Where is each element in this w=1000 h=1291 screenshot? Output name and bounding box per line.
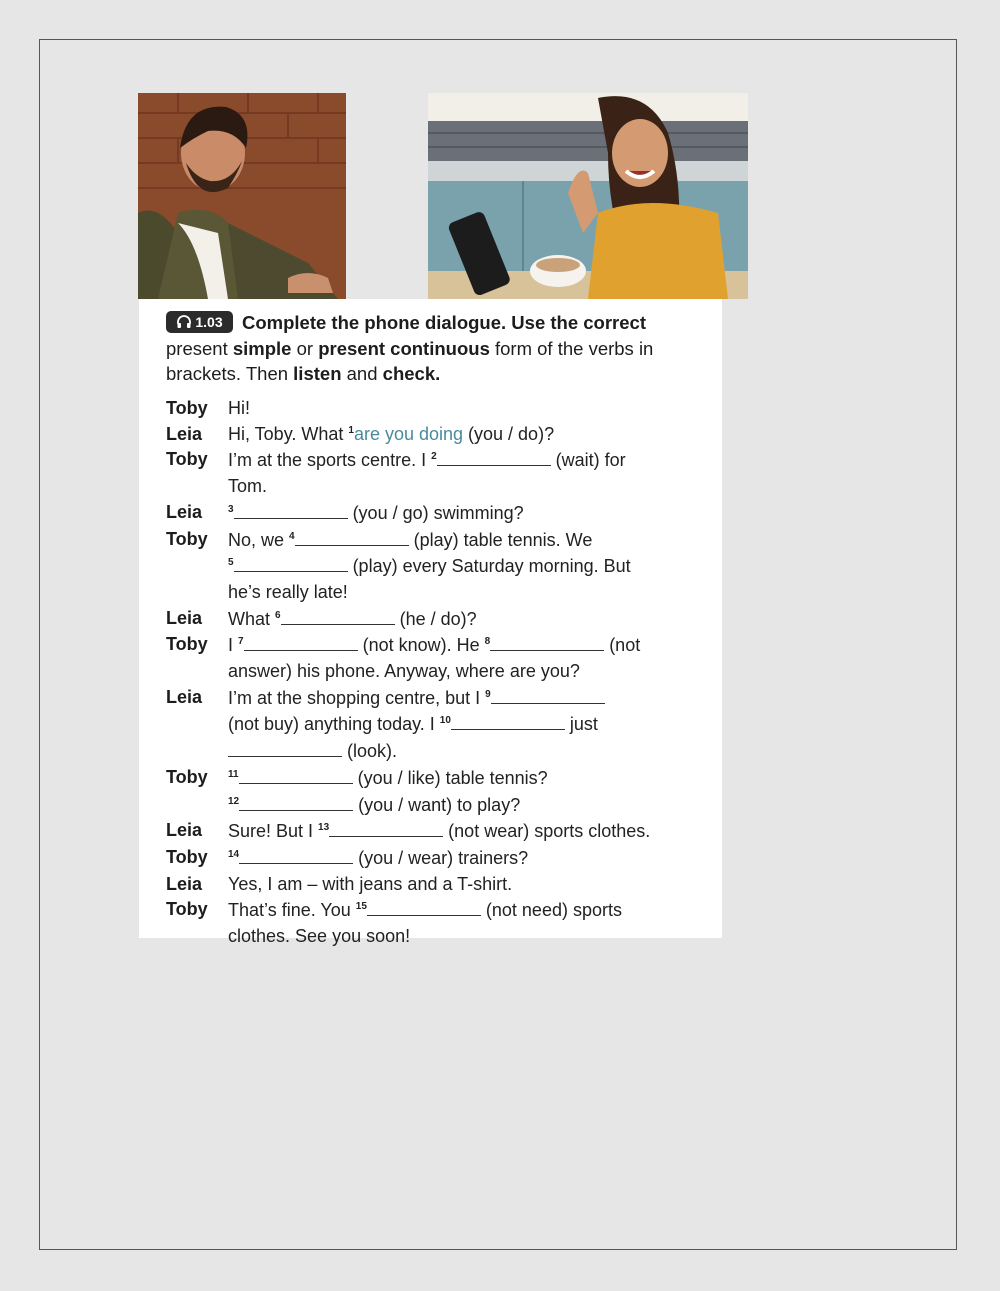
answer-blank[interactable] <box>451 711 565 730</box>
line-text: What <box>228 608 276 629</box>
gap-number: 15 <box>355 901 367 913</box>
gap-number: 11 <box>228 768 239 780</box>
line-text: (not buy) anything today. I <box>228 714 440 735</box>
speaker-name: Toby <box>166 846 208 867</box>
exercise-instruction <box>166 310 686 387</box>
instruction-part: Complete the phone dialogue. <box>242 312 507 333</box>
instruction-part: present <box>166 337 228 359</box>
line-text: Yes, I am – with jeans and a T-shirt. <box>228 873 513 894</box>
man-photo <box>138 93 346 299</box>
instruction-part: simple <box>232 337 292 359</box>
speaker-name: Leia <box>166 873 203 894</box>
dialogue-line <box>166 765 686 818</box>
man-illustration <box>138 93 346 299</box>
woman-photo <box>428 93 748 299</box>
speaker-name: Toby <box>166 899 208 920</box>
gap-number: 7 <box>238 636 244 648</box>
instruction-part: Use the correct <box>511 312 646 333</box>
instruction-part: present continuous <box>318 337 490 359</box>
gap-number: 1 <box>348 424 354 436</box>
gap-number: 4 <box>289 530 295 542</box>
dialogue-line <box>166 872 686 898</box>
phone-dialogue <box>166 396 686 950</box>
speaker-name: Leia <box>166 607 203 628</box>
speaker-name: Toby <box>166 634 208 655</box>
speaker-name: Toby <box>166 449 208 470</box>
instruction-part: form of the verbs in <box>495 337 654 359</box>
gap-number: 9 <box>485 688 491 700</box>
line-text: (you / go) swimming? <box>347 502 524 523</box>
answer-blank[interactable] <box>239 765 353 784</box>
dialogue-line <box>166 447 686 499</box>
gap-number: 3 <box>228 503 234 515</box>
line-text: No, we <box>228 529 290 550</box>
line-text: (not need) sports <box>480 900 622 921</box>
dialogue-line <box>166 685 686 765</box>
line-text: Hi! <box>228 398 250 418</box>
instruction-part: or <box>296 337 314 359</box>
dialogue-line <box>166 897 686 949</box>
gap-number: 10 <box>439 715 451 727</box>
line-text: (play) every Saturday morning. But <box>347 556 631 577</box>
line-text: (he / do)? <box>394 608 477 629</box>
line-text: (play) table tennis. We <box>408 529 593 550</box>
answer-blank[interactable] <box>437 447 551 466</box>
dialogue-line <box>166 500 686 527</box>
speaker-name: Toby <box>166 766 208 787</box>
dialogue-line <box>166 396 686 422</box>
speaker-name: Leia <box>166 686 203 707</box>
answer-blank[interactable] <box>329 818 443 837</box>
dialogue-line <box>166 527 686 606</box>
gap-number: 5 <box>228 557 234 569</box>
answer-blank[interactable] <box>281 606 395 625</box>
line-text: (not <box>604 635 641 656</box>
line-text: (you / do)? <box>463 423 555 444</box>
dialogue-line <box>166 606 686 633</box>
line-text: (you / want) to play? <box>353 794 521 815</box>
gap-number: 13 <box>318 822 330 834</box>
line-text: That’s fine. You <box>228 900 356 921</box>
line-text: (you / like) table tennis? <box>352 767 548 788</box>
answer-blank[interactable] <box>234 553 348 572</box>
line-text: Sure! But I <box>228 821 319 842</box>
answer-blank[interactable] <box>295 527 409 546</box>
answer-blank[interactable] <box>239 792 353 811</box>
speaker-name: Leia <box>166 423 203 444</box>
line-text: (not know). He <box>357 635 485 656</box>
line-text: answer) his phone. Anyway, where are you? <box>228 661 580 682</box>
speaker-name: Leia <box>166 820 203 841</box>
dialogue-line <box>166 422 686 448</box>
gap-number: 14 <box>228 848 240 860</box>
gap-number: 8 <box>484 636 491 648</box>
track-number: 1.03 <box>195 314 223 330</box>
answer-blank[interactable] <box>490 632 604 651</box>
line-text: he’s really late! <box>228 581 348 602</box>
line-text: clothes. See you soon! <box>228 926 411 947</box>
line-text: Tom. <box>228 476 268 497</box>
line-text: (you / wear) trainers? <box>353 847 529 868</box>
instruction-part: and <box>346 363 378 384</box>
instruction-part: listen <box>293 363 342 384</box>
line-text: I’m at the shopping centre, but I <box>228 687 486 708</box>
gap-number: 12 <box>228 795 240 807</box>
instruction-part: check. <box>382 363 441 384</box>
line-text: just <box>564 714 598 735</box>
answer-blank[interactable] <box>367 897 481 916</box>
speaker-name: Toby <box>166 398 208 418</box>
answer-blank[interactable] <box>491 685 605 704</box>
gap-number: 2 <box>431 451 437 463</box>
dialogue-line <box>166 632 686 684</box>
line-text: Hi, Toby. What <box>228 423 349 444</box>
answer-blank[interactable] <box>228 738 342 757</box>
line-text: (not wear) sports clothes. <box>443 821 651 842</box>
answer-blank[interactable] <box>244 632 358 651</box>
speaker-name: Toby <box>166 528 208 549</box>
dialogue-line <box>166 818 686 845</box>
woman-illustration <box>428 93 748 299</box>
gap-number: 6 <box>275 609 281 621</box>
answer-blank[interactable] <box>234 500 348 519</box>
example-answer: are you doing <box>353 423 464 444</box>
line-text: I <box>228 635 239 656</box>
instruction-part: brackets. Then <box>166 363 289 384</box>
speaker-name: Leia <box>166 501 203 522</box>
answer-blank[interactable] <box>239 845 353 864</box>
line-text: I’m at the sports centre. I <box>228 450 432 471</box>
line-text: (wait) for <box>550 450 626 471</box>
dialogue-line <box>166 845 686 872</box>
line-text: (look). <box>342 741 398 762</box>
